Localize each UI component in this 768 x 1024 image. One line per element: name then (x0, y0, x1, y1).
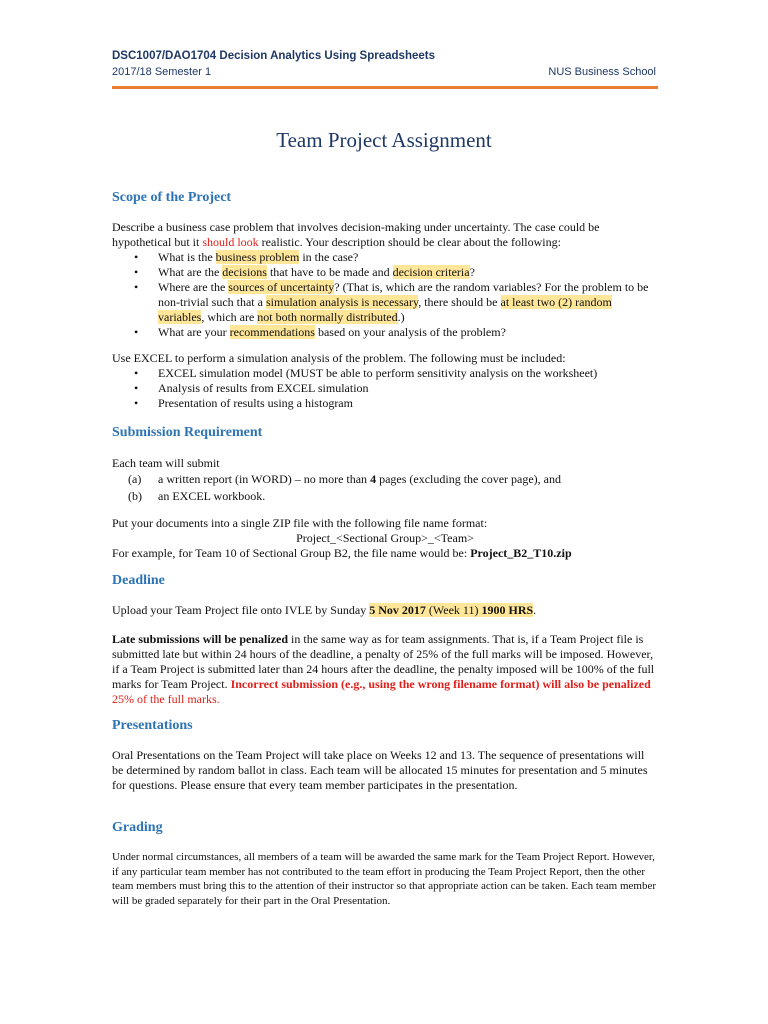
scope-section (112, 220, 658, 340)
course-title: DSC1007/DAO1704 Decision Analytics Using Spreadsheets (112, 50, 435, 62)
excel-section (112, 351, 658, 411)
list-item: (b) an EXCEL workbook. (128, 489, 266, 503)
incorrect-warning: Incorrect submission (e.g., using the wrong filename format) will also be penalized (230, 677, 651, 691)
zip-instructions (112, 516, 658, 561)
grading-heading: Grading (112, 820, 163, 835)
zip-line: Put your documents into a single ZIP file with the following file name format: (112, 516, 488, 530)
list-item: • EXCEL simulation model (MUST be able to perform sensitivity analysis on the worksheet) (112, 366, 658, 381)
list-item: • What is the business problem in the case? (112, 250, 658, 265)
header-line-2 (112, 66, 656, 81)
deadline-upload: Upload your Team Project file onto IVLE by Sunday 5 Nov 2017 (Week 11) 1900 HRS. (112, 603, 537, 617)
list-item: • Analysis of results from EXCEL simulation (112, 381, 658, 396)
deadline-time: 1900 HRS (481, 603, 534, 617)
list-item: (a) a written report (in WORD) – no more than 4 pages (excluding the cover page), and (128, 472, 561, 486)
list-item: • Where are the sources of uncertainty? (That is, which are the random variables? For the problem to be non-trivial such that a simulation analysis is necessary, there should be at least two (2) random variables, which are not both normally distributed.) (112, 280, 658, 325)
list-item: • Presentation of results using a histogram (112, 396, 658, 411)
scope-heading: Scope of the Project (112, 190, 232, 205)
semester-label: 2017/18 Semester 1 (112, 66, 212, 78)
submission-heading: Submission Requirement (112, 425, 263, 440)
grading-text: Under normal circumstances, all members of a team will be awarded the same mark for the Team Project Report. However, if any particular team member has not contributed to the team effort in producing the Team Project Report, then the other team members must bring this to the attention of their instructor so that appropriate action can be taken. Each team member will be graded separately for their part in the Oral Presentation. (112, 851, 657, 907)
filename-example: For example, for Team 10 of Sectional Group B2, the file name would be: Project_B2_T10.zip (112, 546, 572, 560)
presentations-text: Oral Presentations on the Team Project will take place on Weeks 12 and 13. The sequence of presentations will be determined by random ballot in class. Each team will be allocated 15 minutes for presentation and 5 minutes for questions. Please ensure that every team member participates in the presentation. (112, 748, 648, 792)
scope-intro: Describe a business case problem that involves decision-making under uncertainty. The case could be hypothetical but it should look realistic. Your description should be clear about the following: (112, 220, 600, 249)
late-policy: Late submissions will be penalized in the same way as for team assignments. That is, if a Team Project file is submitted late but within 24 hours of the deadline, a penalty of 25% of the full marks will be imposed. However, if a Team Project is submitted later than 24 hours after the deadline, the penalty imposed will be 100% of the full marks for Team Project. Incorrect submission (e.g., using the wrong filename format) will also be penalized 25% of the full marks. (112, 632, 655, 706)
excel-intro: Use EXCEL to perform a simulation analysis of the problem. The following must be included: (112, 351, 566, 365)
filename-format: Project_<Sectional Group>_<Team> (296, 531, 474, 545)
deadline-heading: Deadline (112, 573, 165, 588)
excel-bullets (112, 366, 658, 411)
header-rule (112, 86, 658, 89)
school-label: NUS Business School (548, 66, 656, 78)
list-item: • What are your recommendations based on your analysis of the problem? (112, 325, 658, 340)
page-title: Team Project Assignment (276, 128, 492, 152)
deadline-date: 5 Nov 2017 (369, 603, 426, 617)
presentations-heading: Presentations (112, 718, 193, 733)
submission-section (112, 456, 658, 504)
submission-intro: Each team will submit (112, 456, 220, 470)
scope-bullets (112, 250, 658, 340)
document-header (112, 50, 656, 81)
list-item: • What are the decisions that have to be made and decision criteria? (112, 265, 658, 280)
